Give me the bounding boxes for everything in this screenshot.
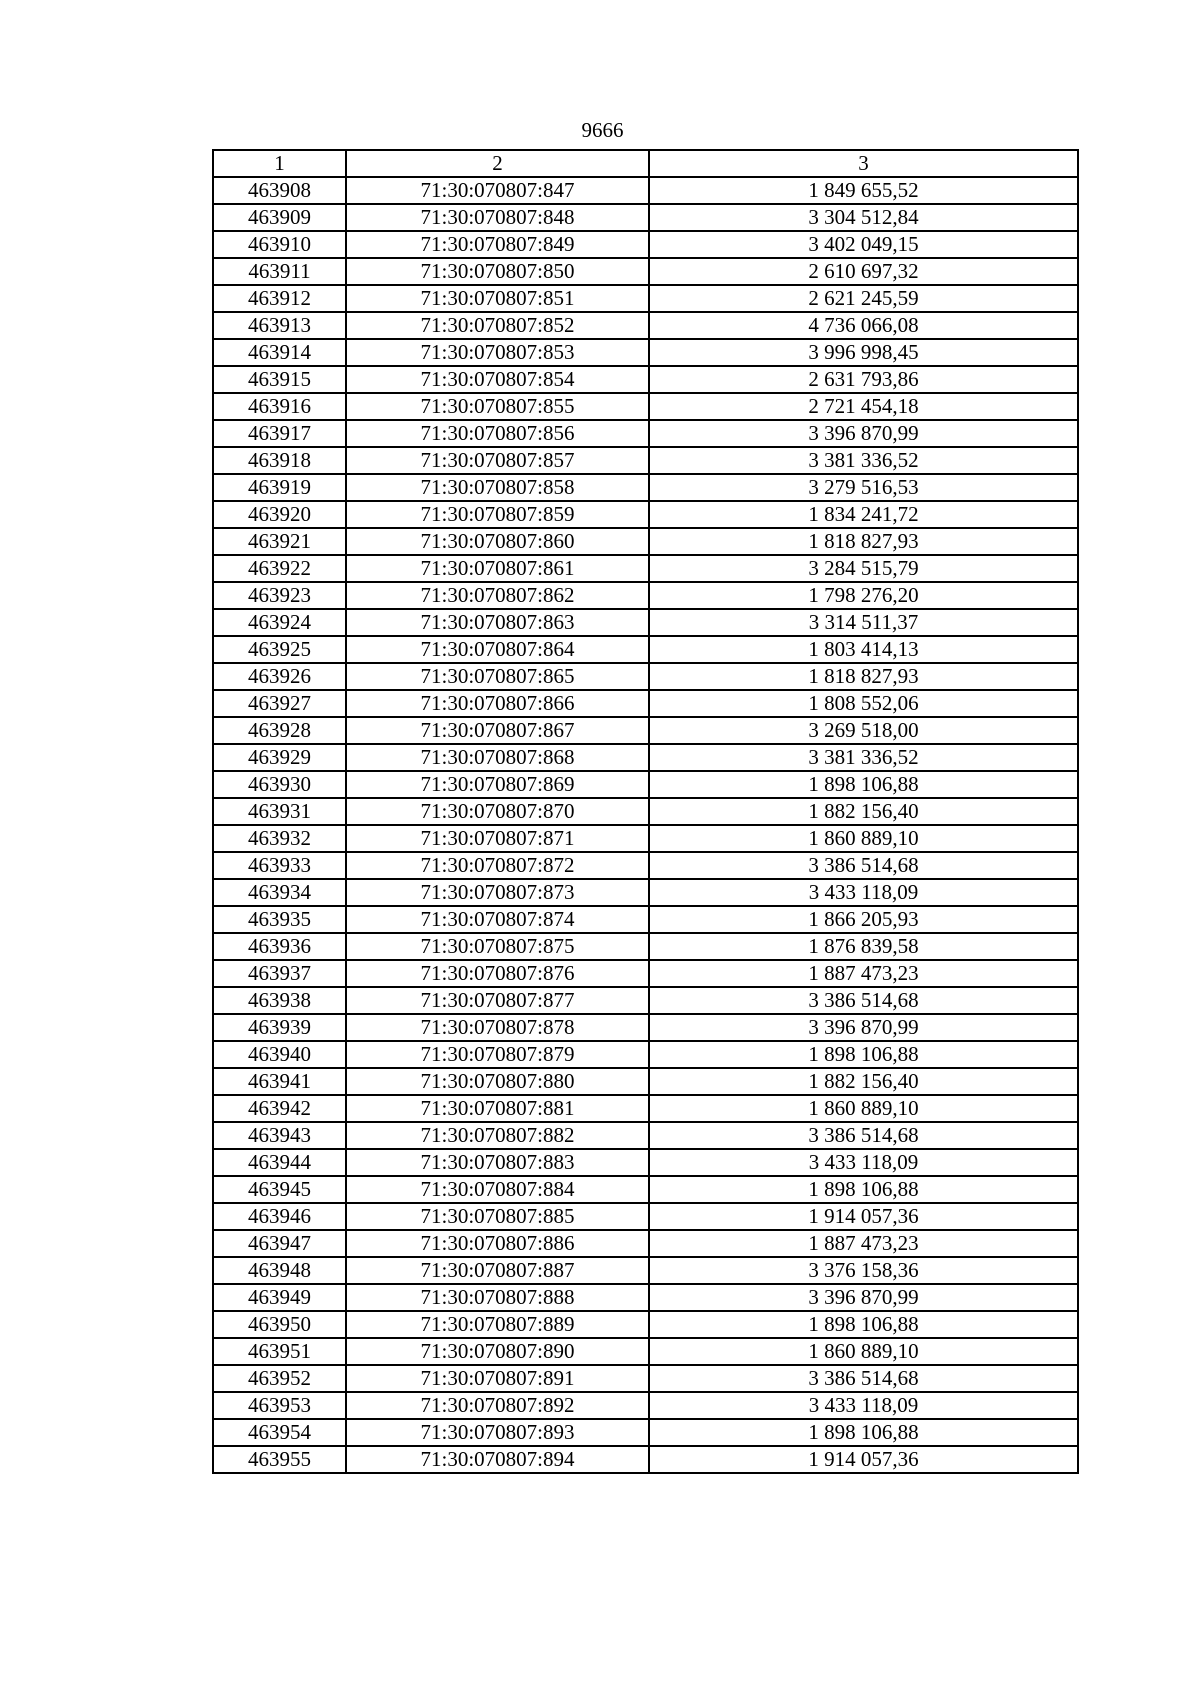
cadastral-number-cell: 71:30:070807:889 xyxy=(346,1311,649,1338)
value-cell: 1 898 106,88 xyxy=(649,1041,1078,1068)
cadastral-number-cell: 71:30:070807:864 xyxy=(346,636,649,663)
cadastral-number-cell: 71:30:070807:866 xyxy=(346,690,649,717)
value-cell: 3 396 870,99 xyxy=(649,420,1078,447)
table-body xyxy=(213,177,1078,1473)
cadastral-number-cell: 71:30:070807:891 xyxy=(346,1365,649,1392)
row-number-cell: 463932 xyxy=(213,825,346,852)
row-number-cell: 463912 xyxy=(213,285,346,312)
row-number-cell: 463910 xyxy=(213,231,346,258)
cadastral-number-cell: 71:30:070807:854 xyxy=(346,366,649,393)
cadastral-number-cell: 71:30:070807:852 xyxy=(346,312,649,339)
row-number-cell: 463940 xyxy=(213,1041,346,1068)
cadastral-number-cell: 71:30:070807:856 xyxy=(346,420,649,447)
cadastral-number-cell: 71:30:070807:861 xyxy=(346,555,649,582)
cadastral-number-cell: 71:30:070807:872 xyxy=(346,852,649,879)
cadastral-number-cell: 71:30:070807:878 xyxy=(346,1014,649,1041)
value-cell: 3 381 336,52 xyxy=(649,447,1078,474)
table-row xyxy=(213,582,1078,609)
value-cell: 3 996 998,45 xyxy=(649,339,1078,366)
cadastral-number-cell: 71:30:070807:888 xyxy=(346,1284,649,1311)
row-number-cell: 463947 xyxy=(213,1230,346,1257)
table-row xyxy=(213,474,1078,501)
value-cell: 1 882 156,40 xyxy=(649,1068,1078,1095)
cadastral-number-cell: 71:30:070807:871 xyxy=(346,825,649,852)
value-cell: 3 402 049,15 xyxy=(649,231,1078,258)
row-number-cell: 463927 xyxy=(213,690,346,717)
row-number-cell: 463919 xyxy=(213,474,346,501)
table-row xyxy=(213,825,1078,852)
value-cell: 3 433 118,09 xyxy=(649,1392,1078,1419)
table-row xyxy=(213,177,1078,204)
cadastral-number-cell: 71:30:070807:892 xyxy=(346,1392,649,1419)
row-number-cell: 463949 xyxy=(213,1284,346,1311)
table-row xyxy=(213,852,1078,879)
table-row xyxy=(213,798,1078,825)
column-header-3: 3 xyxy=(649,150,1078,177)
table-row xyxy=(213,1446,1078,1473)
row-number-cell: 463941 xyxy=(213,1068,346,1095)
cadastral-number-cell: 71:30:070807:865 xyxy=(346,663,649,690)
cadastral-number-cell: 71:30:070807:849 xyxy=(346,231,649,258)
table-row xyxy=(213,231,1078,258)
table-row xyxy=(213,501,1078,528)
table-row xyxy=(213,366,1078,393)
value-cell: 3 433 118,09 xyxy=(649,1149,1078,1176)
row-number-cell: 463933 xyxy=(213,852,346,879)
cadastral-number-cell: 71:30:070807:853 xyxy=(346,339,649,366)
table-row xyxy=(213,528,1078,555)
row-number-cell: 463938 xyxy=(213,987,346,1014)
cadastral-table xyxy=(212,149,1079,1474)
row-number-cell: 463943 xyxy=(213,1122,346,1149)
table-row xyxy=(213,1230,1078,1257)
table-row xyxy=(213,420,1078,447)
row-number-cell: 463951 xyxy=(213,1338,346,1365)
value-cell: 1 898 106,88 xyxy=(649,1419,1078,1446)
cadastral-number-cell: 71:30:070807:847 xyxy=(346,177,649,204)
cadastral-number-cell: 71:30:070807:879 xyxy=(346,1041,649,1068)
row-number-cell: 463953 xyxy=(213,1392,346,1419)
value-cell: 3 381 336,52 xyxy=(649,744,1078,771)
table-row xyxy=(213,312,1078,339)
table-row xyxy=(213,1419,1078,1446)
cadastral-number-cell: 71:30:070807:882 xyxy=(346,1122,649,1149)
row-number-cell: 463929 xyxy=(213,744,346,771)
row-number-cell: 463950 xyxy=(213,1311,346,1338)
cadastral-number-cell: 71:30:070807:855 xyxy=(346,393,649,420)
value-cell: 1 887 473,23 xyxy=(649,1230,1078,1257)
cadastral-number-cell: 71:30:070807:862 xyxy=(346,582,649,609)
cadastral-number-cell: 71:30:070807:859 xyxy=(346,501,649,528)
table-row xyxy=(213,1122,1078,1149)
row-number-cell: 463945 xyxy=(213,1176,346,1203)
value-cell: 1 914 057,36 xyxy=(649,1203,1078,1230)
row-number-cell: 463925 xyxy=(213,636,346,663)
value-cell: 1 860 889,10 xyxy=(649,825,1078,852)
value-cell: 3 386 514,68 xyxy=(649,1365,1078,1392)
table-row xyxy=(213,1338,1078,1365)
table-row xyxy=(213,906,1078,933)
value-cell: 3 386 514,68 xyxy=(649,852,1078,879)
cadastral-number-cell: 71:30:070807:893 xyxy=(346,1419,649,1446)
cadastral-number-cell: 71:30:070807:876 xyxy=(346,960,649,987)
value-cell: 2 621 245,59 xyxy=(649,285,1078,312)
row-number-cell: 463928 xyxy=(213,717,346,744)
row-number-cell: 463921 xyxy=(213,528,346,555)
row-number-cell: 463955 xyxy=(213,1446,346,1473)
cadastral-number-cell: 71:30:070807:886 xyxy=(346,1230,649,1257)
table-row xyxy=(213,285,1078,312)
cadastral-number-cell: 71:30:070807:870 xyxy=(346,798,649,825)
cadastral-number-cell: 71:30:070807:880 xyxy=(346,1068,649,1095)
table-row xyxy=(213,1284,1078,1311)
table-row xyxy=(213,879,1078,906)
table-row xyxy=(213,744,1078,771)
row-number-cell: 463924 xyxy=(213,609,346,636)
value-cell: 2 721 454,18 xyxy=(649,393,1078,420)
table-row xyxy=(213,1392,1078,1419)
row-number-cell: 463909 xyxy=(213,204,346,231)
cadastral-number-cell: 71:30:070807:875 xyxy=(346,933,649,960)
table-row xyxy=(213,1176,1078,1203)
row-number-cell: 463939 xyxy=(213,1014,346,1041)
table-row xyxy=(213,1068,1078,1095)
cadastral-number-cell: 71:30:070807:877 xyxy=(346,987,649,1014)
cadastral-number-cell: 71:30:070807:894 xyxy=(346,1446,649,1473)
table-row xyxy=(213,393,1078,420)
row-number-cell: 463934 xyxy=(213,879,346,906)
table-row xyxy=(213,1014,1078,1041)
table-row xyxy=(213,555,1078,582)
table-row xyxy=(213,1149,1078,1176)
cadastral-number-cell: 71:30:070807:873 xyxy=(346,879,649,906)
value-cell: 3 386 514,68 xyxy=(649,987,1078,1014)
table-row xyxy=(213,1203,1078,1230)
value-cell: 3 284 515,79 xyxy=(649,555,1078,582)
row-number-cell: 463936 xyxy=(213,933,346,960)
value-cell: 1 887 473,23 xyxy=(649,960,1078,987)
value-cell: 3 279 516,53 xyxy=(649,474,1078,501)
value-cell: 2 610 697,32 xyxy=(649,258,1078,285)
cadastral-number-cell: 71:30:070807:883 xyxy=(346,1149,649,1176)
row-number-cell: 463930 xyxy=(213,771,346,798)
value-cell: 3 304 512,84 xyxy=(649,204,1078,231)
row-number-cell: 463913 xyxy=(213,312,346,339)
value-cell: 3 396 870,99 xyxy=(649,1014,1078,1041)
table-row xyxy=(213,1257,1078,1284)
value-cell: 3 314 511,37 xyxy=(649,609,1078,636)
row-number-cell: 463954 xyxy=(213,1419,346,1446)
table-row xyxy=(213,960,1078,987)
value-cell: 1 898 106,88 xyxy=(649,1311,1078,1338)
row-number-cell: 463915 xyxy=(213,366,346,393)
table-row xyxy=(213,1041,1078,1068)
table-row xyxy=(213,1365,1078,1392)
row-number-cell: 463917 xyxy=(213,420,346,447)
row-number-cell: 463914 xyxy=(213,339,346,366)
value-cell: 3 386 514,68 xyxy=(649,1122,1078,1149)
value-cell: 1 898 106,88 xyxy=(649,1176,1078,1203)
column-header-1: 1 xyxy=(213,150,346,177)
row-number-cell: 463926 xyxy=(213,663,346,690)
cadastral-number-cell: 71:30:070807:863 xyxy=(346,609,649,636)
column-header-2: 2 xyxy=(346,150,649,177)
row-number-cell: 463946 xyxy=(213,1203,346,1230)
value-cell: 1 860 889,10 xyxy=(649,1095,1078,1122)
row-number-cell: 463937 xyxy=(213,960,346,987)
value-cell: 1 914 057,36 xyxy=(649,1446,1078,1473)
table-row xyxy=(213,933,1078,960)
table-row xyxy=(213,717,1078,744)
cadastral-number-cell: 71:30:070807:867 xyxy=(346,717,649,744)
cadastral-number-cell: 71:30:070807:869 xyxy=(346,771,649,798)
row-number-cell: 463935 xyxy=(213,906,346,933)
row-number-cell: 463922 xyxy=(213,555,346,582)
row-number-cell: 463911 xyxy=(213,258,346,285)
row-number-cell: 463952 xyxy=(213,1365,346,1392)
value-cell: 1 849 655,52 xyxy=(649,177,1078,204)
cadastral-number-cell: 71:30:070807:857 xyxy=(346,447,649,474)
table-row xyxy=(213,771,1078,798)
value-cell: 1 866 205,93 xyxy=(649,906,1078,933)
value-cell: 1 818 827,93 xyxy=(649,663,1078,690)
cadastral-number-cell: 71:30:070807:884 xyxy=(346,1176,649,1203)
row-number-cell: 463931 xyxy=(213,798,346,825)
cadastral-number-cell: 71:30:070807:858 xyxy=(346,474,649,501)
table-header-row xyxy=(213,150,1078,177)
value-cell: 3 376 158,36 xyxy=(649,1257,1078,1284)
value-cell: 1 803 414,13 xyxy=(649,636,1078,663)
table-row xyxy=(213,636,1078,663)
row-number-cell: 463908 xyxy=(213,177,346,204)
table-row xyxy=(213,258,1078,285)
table-row xyxy=(213,339,1078,366)
table-row xyxy=(213,204,1078,231)
cadastral-number-cell: 71:30:070807:887 xyxy=(346,1257,649,1284)
cadastral-number-cell: 71:30:070807:848 xyxy=(346,204,649,231)
value-cell: 1 898 106,88 xyxy=(649,771,1078,798)
row-number-cell: 463942 xyxy=(213,1095,346,1122)
row-number-cell: 463923 xyxy=(213,582,346,609)
cadastral-number-cell: 71:30:070807:881 xyxy=(346,1095,649,1122)
value-cell: 1 876 839,58 xyxy=(649,933,1078,960)
table-row xyxy=(213,1095,1078,1122)
value-cell: 1 860 889,10 xyxy=(649,1338,1078,1365)
table-row xyxy=(213,987,1078,1014)
row-number-cell: 463944 xyxy=(213,1149,346,1176)
row-number-cell: 463916 xyxy=(213,393,346,420)
cadastral-number-cell: 71:30:070807:874 xyxy=(346,906,649,933)
cadastral-number-cell: 71:30:070807:851 xyxy=(346,285,649,312)
table-row xyxy=(213,1311,1078,1338)
value-cell: 1 798 276,20 xyxy=(649,582,1078,609)
page-number: 9666 xyxy=(581,118,624,142)
value-cell: 1 808 552,06 xyxy=(649,690,1078,717)
row-number-cell: 463948 xyxy=(213,1257,346,1284)
cadastral-number-cell: 71:30:070807:885 xyxy=(346,1203,649,1230)
cadastral-number-cell: 71:30:070807:868 xyxy=(346,744,649,771)
row-number-cell: 463918 xyxy=(213,447,346,474)
row-number-cell: 463920 xyxy=(213,501,346,528)
cadastral-number-cell: 71:30:070807:860 xyxy=(346,528,649,555)
table-row xyxy=(213,663,1078,690)
value-cell: 2 631 793,86 xyxy=(649,366,1078,393)
table-row xyxy=(213,609,1078,636)
cadastral-number-cell: 71:30:070807:890 xyxy=(346,1338,649,1365)
value-cell: 1 834 241,72 xyxy=(649,501,1078,528)
value-cell: 1 882 156,40 xyxy=(649,798,1078,825)
value-cell: 3 433 118,09 xyxy=(649,879,1078,906)
value-cell: 3 396 870,99 xyxy=(649,1284,1078,1311)
value-cell: 3 269 518,00 xyxy=(649,717,1078,744)
table-row xyxy=(213,690,1078,717)
value-cell: 4 736 066,08 xyxy=(649,312,1078,339)
table-row xyxy=(213,447,1078,474)
cadastral-number-cell: 71:30:070807:850 xyxy=(346,258,649,285)
value-cell: 1 818 827,93 xyxy=(649,528,1078,555)
